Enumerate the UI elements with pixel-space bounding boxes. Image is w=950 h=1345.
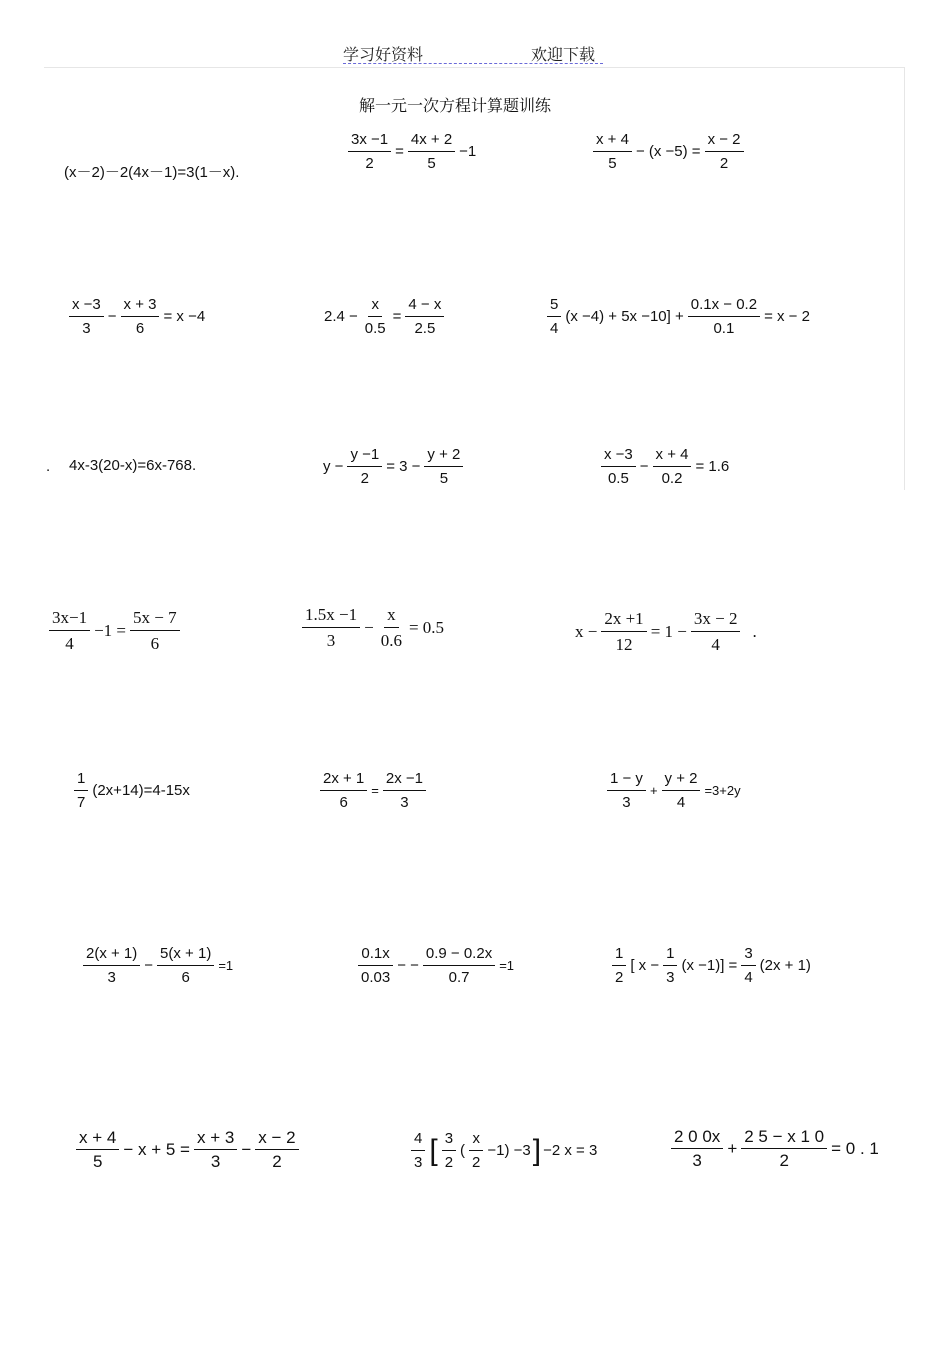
numerator: 4x + 2	[408, 131, 455, 152]
equation-19	[73, 1129, 302, 1170]
operator: −	[639, 458, 649, 475]
fraction	[662, 945, 678, 986]
denominator: 6	[181, 969, 190, 986]
denominator: 0.7	[448, 969, 470, 986]
fraction	[129, 608, 181, 653]
fraction	[361, 296, 390, 337]
fraction	[319, 770, 368, 811]
equation-tail: = 0.5	[408, 617, 445, 637]
numerator: x	[368, 296, 382, 317]
fraction	[407, 131, 456, 172]
numerator: 2(x + 1)	[83, 945, 140, 966]
equation-tail: (2x + 1)	[759, 957, 811, 974]
header-left-text: 学习好资料	[343, 45, 424, 64]
denominator: 3	[400, 794, 409, 811]
fraction	[606, 770, 647, 811]
fraction	[600, 446, 637, 487]
denominator: 6	[135, 320, 145, 337]
equation-middle: [ x −	[630, 957, 660, 974]
numerator: y + 2	[424, 446, 463, 467]
fraction	[423, 446, 464, 487]
numerator: 1 − y	[607, 770, 646, 791]
numerator: 2 0 0x	[671, 1128, 723, 1149]
denominator: 2	[360, 470, 369, 487]
fraction	[347, 131, 392, 172]
denominator: 2	[779, 1151, 789, 1170]
numerator: 0.1x	[358, 945, 392, 966]
fraction	[652, 446, 693, 487]
equation-3	[590, 131, 747, 172]
denominator: 12	[615, 635, 633, 654]
header-divider	[44, 67, 904, 68]
equation-middle: = 1 −	[650, 621, 687, 641]
equation-12	[574, 609, 758, 654]
numerator: 2 5 − x 1 0	[741, 1128, 827, 1149]
denominator: 2	[272, 1152, 282, 1171]
equation-middle: − x + 5 =	[123, 1139, 190, 1159]
numerator: x + 4	[653, 446, 692, 467]
denominator: 0.6	[380, 631, 402, 650]
equation-middle: −1 =	[94, 620, 127, 640]
numerator: 3x−1	[49, 608, 90, 631]
numerator: 3x −1	[348, 131, 391, 152]
page-right-border	[904, 67, 905, 490]
equation-2	[345, 131, 477, 172]
denominator: 2	[472, 1154, 481, 1171]
denominator: 2	[365, 155, 374, 172]
operator: −	[144, 957, 154, 974]
fraction	[48, 608, 91, 653]
header-right-text: 欢迎下载	[531, 45, 596, 64]
fraction	[120, 296, 161, 337]
numerator: 2x + 1	[320, 770, 367, 791]
denominator: 3	[666, 969, 675, 986]
denominator: 3	[107, 969, 116, 986]
numerator: x	[469, 1130, 483, 1151]
fraction	[156, 945, 215, 986]
denominator: 2	[615, 969, 624, 986]
operator: −	[241, 1139, 252, 1159]
fraction	[193, 1129, 238, 1170]
fraction	[704, 131, 745, 172]
fraction	[377, 605, 406, 650]
operator: +	[649, 783, 658, 798]
equation-8	[322, 446, 466, 487]
equation-7	[68, 457, 197, 474]
operator: +	[727, 1138, 738, 1158]
equation-tail: =1	[218, 958, 234, 973]
fraction	[382, 770, 427, 811]
denominator: 4	[676, 794, 686, 811]
equation-tail: = 0 . 1	[831, 1138, 879, 1158]
numerator: 3x − 2	[691, 609, 741, 632]
numerator: x − 2	[705, 131, 744, 152]
fraction	[422, 945, 496, 986]
equation-text: 4x-3(20-x)=6x-768.	[69, 457, 197, 474]
fraction	[546, 296, 562, 337]
equation-middle: (x −4) + 5x −10] +	[565, 308, 684, 325]
fraction	[690, 609, 742, 654]
denominator: 2	[444, 1154, 454, 1171]
numerator: 4	[411, 1130, 425, 1151]
equation-tail: = x −4	[163, 308, 206, 325]
equation-prefix: y −	[323, 458, 344, 475]
denominator: 5	[608, 155, 617, 172]
equation-21	[668, 1128, 880, 1169]
numerator: 4 − x	[405, 296, 444, 317]
denominator: 0.03	[361, 969, 391, 986]
operator: −	[107, 308, 117, 325]
fraction	[600, 609, 647, 654]
numerator: 5	[547, 296, 561, 317]
denominator: 0.2	[661, 470, 683, 487]
equation-tail: = x − 2	[764, 308, 810, 325]
fraction	[468, 1130, 484, 1171]
denominator: 4	[744, 969, 753, 986]
numerator: y + 2	[662, 770, 701, 791]
denominator: 3	[326, 631, 336, 650]
numerator: 1	[663, 945, 677, 966]
numerator: 1	[74, 770, 88, 791]
equation-text: (x－2)－2(4x－1)=3(1－x).	[64, 164, 240, 181]
left-bracket: [	[429, 1133, 438, 1167]
denominator: 0.5	[607, 470, 629, 487]
equation-14	[317, 770, 429, 811]
equation-prefix: x −	[575, 621, 598, 641]
equation-prefix: 2.4 −	[324, 308, 358, 325]
fraction	[661, 770, 702, 811]
fraction	[441, 1130, 457, 1171]
equation-1	[63, 161, 240, 182]
equation-tail: = 1.6	[695, 458, 730, 475]
denominator: 4	[711, 635, 720, 654]
equation-16	[80, 945, 234, 986]
operator: =	[395, 143, 404, 160]
equation-9	[598, 446, 730, 487]
numerator: 0.1x − 0.2	[688, 296, 760, 317]
numerator: 5(x + 1)	[157, 945, 214, 966]
numerator: x + 3	[194, 1129, 237, 1150]
numerator: 2x +1	[601, 609, 646, 632]
numerator: 5x − 7	[130, 608, 180, 631]
fraction	[404, 296, 445, 337]
header-dashed-underline	[343, 63, 603, 64]
equation-tail: −1	[459, 143, 477, 160]
fraction	[301, 605, 361, 650]
bullet-dot: .	[46, 458, 51, 475]
page-title: 解一元一次方程计算题训练	[359, 96, 552, 115]
denominator: 0.1	[713, 320, 735, 337]
numerator: x + 4	[76, 1129, 119, 1150]
fraction	[740, 945, 756, 986]
numerator: 1.5x −1	[302, 605, 360, 628]
numerator: x + 3	[121, 296, 160, 317]
operator: =	[392, 308, 402, 325]
equation-20	[408, 1130, 598, 1171]
equation-5	[323, 296, 447, 337]
equation-11	[299, 605, 445, 650]
denominator: 4	[65, 634, 74, 653]
denominator: 5	[92, 1152, 103, 1171]
equation-6	[544, 296, 811, 337]
denominator: 0.5	[364, 320, 386, 337]
denominator: 5	[427, 155, 436, 172]
denominator: 3	[82, 320, 91, 337]
equation-tail: .	[752, 621, 757, 641]
denominator: 3	[210, 1152, 221, 1171]
fraction	[740, 1128, 828, 1169]
denominator: 3	[622, 794, 631, 811]
denominator: 7	[77, 794, 86, 811]
numerator: 1	[612, 945, 626, 966]
fraction	[73, 770, 89, 811]
equation-middle: − (x −5) =	[635, 143, 701, 160]
numerator: y −1	[347, 446, 382, 467]
equation-17	[355, 945, 515, 986]
numerator: 3	[741, 945, 755, 966]
denominator: 2.5	[414, 320, 436, 337]
fraction	[357, 945, 394, 986]
fraction	[346, 446, 383, 487]
fraction	[68, 296, 105, 337]
denominator: 4	[550, 320, 559, 337]
equation-tail: (2x+14)=4-15x	[92, 782, 190, 799]
equation-4	[66, 296, 206, 337]
numerator: x	[384, 605, 399, 628]
fraction	[254, 1129, 299, 1170]
denominator: 2	[719, 155, 729, 172]
operator: −	[364, 617, 374, 637]
open-paren: (	[460, 1142, 466, 1159]
equation-middle: (x −1)] =	[681, 957, 738, 974]
numerator: 0.9 − 0.2x	[423, 945, 495, 966]
equation-tail: =3+2y	[704, 783, 741, 798]
numerator: x −3	[601, 446, 636, 467]
fraction	[611, 945, 627, 986]
fraction	[410, 1130, 426, 1171]
numerator: x − 2	[255, 1129, 298, 1150]
denominator: 5	[439, 470, 449, 487]
numerator: x + 4	[593, 131, 632, 152]
right-bracket: ]	[532, 1133, 542, 1167]
equation-tail: =1	[499, 958, 515, 973]
fraction	[592, 131, 633, 172]
denominator: 6	[339, 794, 348, 811]
numerator: 3	[442, 1130, 456, 1151]
denominator: 6	[150, 634, 160, 653]
equation-middle: −1) −3	[487, 1142, 531, 1159]
numerator: 2x −1	[383, 770, 426, 791]
equation-10	[46, 608, 183, 653]
fraction	[75, 1129, 120, 1170]
equation-tail: −2 x = 3	[543, 1142, 598, 1159]
equation-middle: = 3 −	[386, 458, 421, 475]
fraction	[82, 945, 141, 986]
fraction	[670, 1128, 724, 1169]
equation-15	[604, 770, 742, 811]
numerator: x −3	[69, 296, 104, 317]
denominator: 3	[692, 1151, 702, 1170]
denominator: 3	[414, 1154, 423, 1171]
operator: − −	[397, 957, 419, 974]
fraction	[687, 296, 761, 337]
equation-13	[71, 770, 191, 811]
equation-18	[609, 945, 812, 986]
operator: =	[371, 783, 379, 798]
